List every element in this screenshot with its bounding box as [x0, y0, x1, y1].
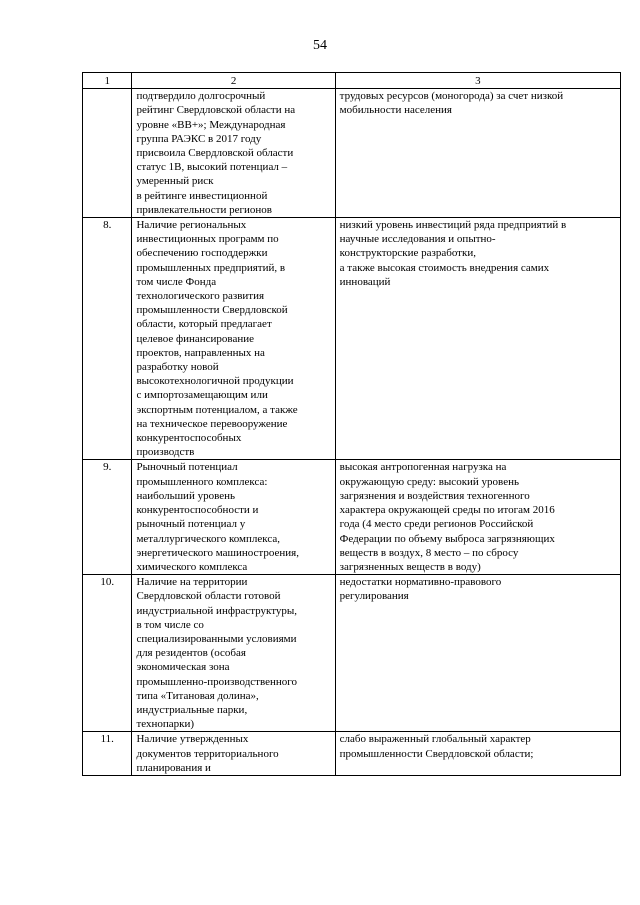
text-line: для резидентов (особая — [136, 647, 246, 660]
text-line: химического комплекса — [136, 560, 248, 573]
row-number: 8. — [83, 218, 132, 460]
text-line: конкурентоспособности и — [136, 504, 259, 517]
text-line: проектов, направленных на — [136, 346, 265, 359]
text-line: трудовых ресурсов (моногорода) за счет низкой — [339, 90, 564, 103]
text-line: высокотехнологичной продукции — [136, 375, 294, 388]
text-line: мобильности населения — [339, 104, 452, 117]
text-line: умеренный риск — [136, 175, 214, 188]
text-line: промышленных предприятий, в — [136, 261, 286, 274]
text-line: Наличие утвержденных — [136, 733, 249, 746]
text-line: индустриальные парки, — [136, 703, 248, 716]
text-line: области, который предлагает — [136, 318, 272, 331]
header-col-3: 3 — [335, 73, 620, 89]
text-line: энергетического машиностроения, — [136, 546, 299, 559]
header-col-1: 1 — [83, 73, 132, 89]
text-line: типа «Титановая долина», — [136, 689, 259, 702]
row-number — [83, 89, 132, 218]
text-line: рейтинг Свердловской области на — [136, 104, 296, 117]
text-line: с импортозамещающим или — [136, 389, 268, 402]
text-line: специализированными условиями — [136, 632, 297, 645]
row-number: 10. — [83, 575, 132, 732]
text-line: планирования и — [136, 761, 211, 774]
text-line: Свердловской области готовой — [136, 590, 281, 603]
text-line: в рейтинге инвестиционной — [136, 189, 268, 202]
text-line: на техническое перевооружение — [136, 417, 288, 430]
text-line: уровне «BB+»; Международная — [136, 118, 286, 131]
text-line: окружающую среду: высокий уровень — [339, 475, 519, 488]
text-line: конкурентоспособных — [136, 432, 242, 445]
text-line: технологического развития — [136, 290, 265, 303]
text-line: инноваций — [339, 275, 391, 288]
text-line: в том числе со — [136, 618, 204, 631]
text-line: инвестиционных программ по — [136, 233, 279, 246]
weakness-cell — [335, 218, 620, 460]
text-line: а также высокая стоимость внедрения самих — [339, 261, 550, 274]
table-row — [83, 575, 621, 732]
header-row — [83, 73, 621, 89]
text-line: Федерации по объему выброса загрязняющих — [339, 532, 555, 545]
text-line: высокая антропогенная нагрузка на — [339, 461, 507, 474]
weakness-cell — [335, 732, 620, 776]
text-line: Наличие на территории — [136, 576, 248, 589]
text-line: экономическая зона — [136, 661, 230, 674]
row-number: 9. — [83, 460, 132, 575]
text-line: целевое финансирование — [136, 332, 255, 345]
text-line: подтвердило долгосрочный — [136, 90, 266, 103]
strength-cell — [132, 732, 335, 776]
text-line: регулирования — [339, 590, 409, 603]
weakness-cell — [335, 575, 620, 732]
text-line: слабо выраженный глобальный характер — [339, 733, 531, 746]
text-line: промышленно-производственного — [136, 675, 298, 688]
text-line: индустриальной инфраструктуры, — [136, 604, 298, 617]
table-body — [83, 89, 621, 776]
text-line: недостатки нормативно-правового — [339, 576, 502, 589]
weakness-cell — [335, 89, 620, 218]
text-line: наибольший уровень — [136, 489, 235, 502]
text-line: загрязнения и воздействия техногенного — [339, 489, 530, 502]
table-row — [83, 460, 621, 575]
table-header — [83, 73, 621, 89]
text-line: конструкторские разработки, — [339, 247, 476, 260]
text-line: обеспечению господдержки — [136, 247, 268, 260]
table-row — [83, 218, 621, 460]
text-line: привлекательности регионов — [136, 203, 272, 216]
table-row — [83, 732, 621, 776]
header-col-2: 2 — [132, 73, 335, 89]
text-line: низкий уровень инвестиций ряда предприятий в — [339, 219, 567, 232]
strength-cell — [132, 575, 335, 732]
text-line: Наличие региональных — [136, 219, 247, 232]
text-line: Рыночный потенциал — [136, 461, 238, 474]
text-line: года (4 место среди регионов Российской — [339, 518, 534, 531]
text-line: экспортным потенциалом, а также — [136, 403, 298, 416]
table-row — [83, 89, 621, 218]
text-line: производств — [136, 446, 195, 459]
text-line: промышленности Свердловской области; — [339, 747, 534, 760]
row-number: 11. — [83, 732, 132, 776]
text-line: том числе Фонда — [136, 275, 217, 288]
strength-cell — [132, 218, 335, 460]
text-line: загрязненных веществ в воду) — [339, 560, 481, 573]
text-line: промышленного комплекса: — [136, 475, 268, 488]
text-line: группа РАЭКС в 2017 году — [136, 132, 262, 145]
strengths-weaknesses-table — [82, 72, 621, 776]
text-line: научные исследования и опытно- — [339, 233, 496, 246]
weakness-cell — [335, 460, 620, 575]
text-line: статус 1В, высокий потенциал – — [136, 161, 288, 174]
text-line: веществ в воздух, 8 место – по сбросу — [339, 546, 519, 559]
text-line: присвоила Свердловской области — [136, 147, 294, 160]
text-line: документов территориального — [136, 747, 279, 760]
page-number: 54 — [313, 38, 327, 53]
text-line: разработку новой — [136, 361, 219, 374]
text-line: рыночный потенциал у — [136, 518, 246, 531]
text-line: технопарки) — [136, 718, 195, 731]
text-line: характера окружающей среды по итогам 2016 — [339, 504, 555, 517]
text-line: металлургического комплекса, — [136, 532, 280, 545]
strength-cell — [132, 460, 335, 575]
strength-cell — [132, 89, 335, 218]
text-line: промышленности Свердловской — [136, 304, 288, 317]
